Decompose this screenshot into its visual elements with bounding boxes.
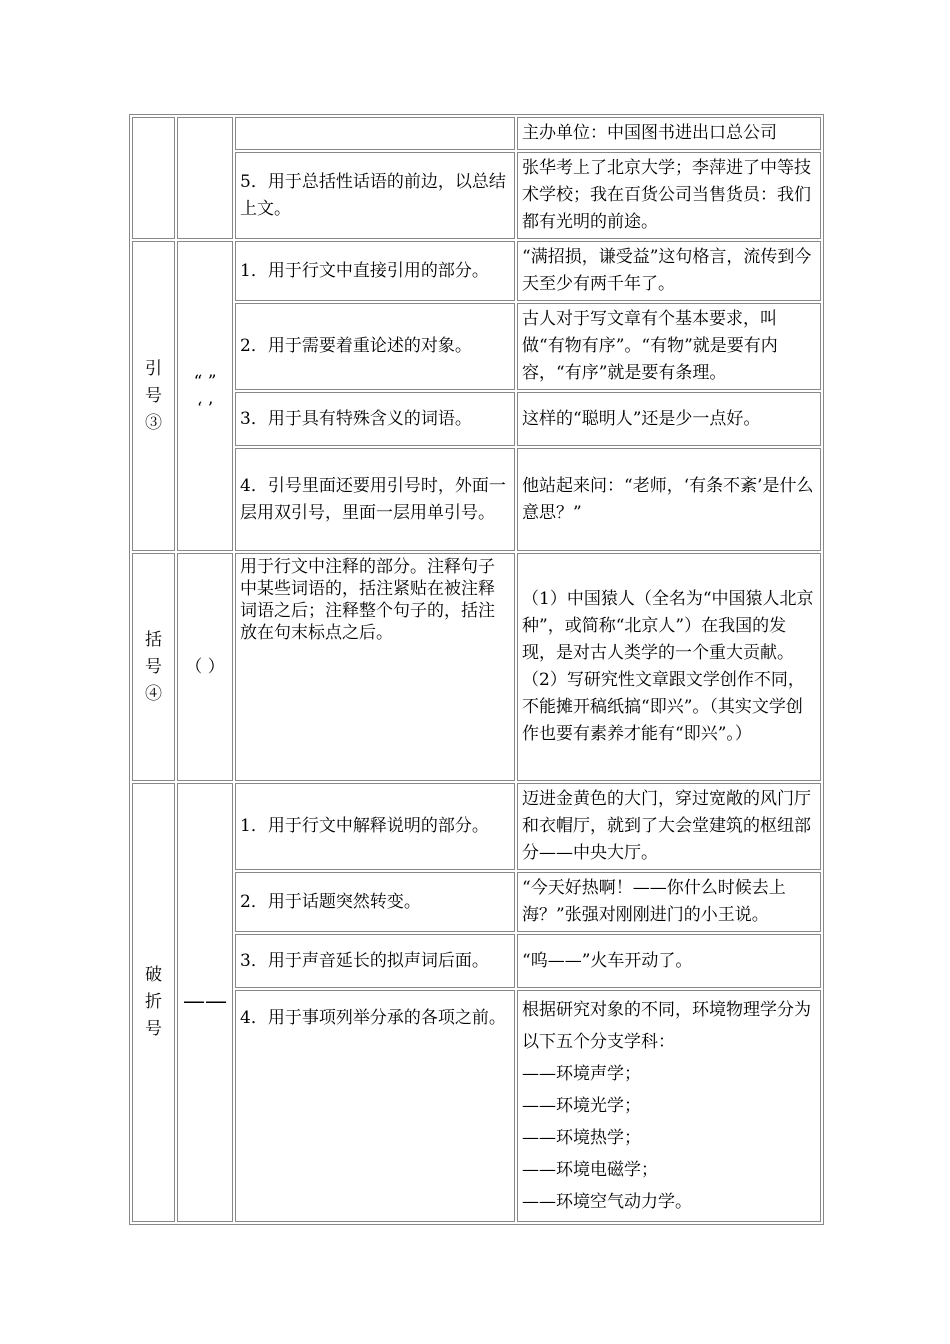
- example-cell: “今天好热啊！——你什么时候去上海？”张强对刚刚进门的小王说。: [517, 872, 821, 932]
- table-row: [132, 303, 821, 390]
- punct-symbol-cell: [177, 117, 233, 239]
- table-row: [132, 934, 821, 988]
- example-cell: 迈进金黄色的大门，穿过宽敞的风门厅和衣帽厅，就到了大会堂建筑的枢纽部分——中央大厅。: [517, 783, 821, 870]
- example-cell: 古人对于写文章有个基本要求，叫做“有物有序”。“有物”就是要有内容，“有序”就是要有条理。: [517, 303, 821, 390]
- bracket-symbol: （ ）: [185, 656, 225, 677]
- table-row: [132, 392, 821, 446]
- table-row: [132, 152, 821, 239]
- punct-name-cell: [132, 553, 175, 781]
- example-paragraph: （1）中国猿人（全名为“中国猿人北京种”，或简称“北京人”）在我国的发现，是对古人类学的一个重大贡献。: [522, 589, 814, 663]
- example-list-item: ——环境电磁学；: [522, 1160, 658, 1180]
- usage-cell: 3．用于声音延长的拟声词后面。: [235, 934, 515, 988]
- table-row: [132, 241, 821, 301]
- punct-symbol-cell: [177, 553, 233, 781]
- punct-name-cell: [132, 783, 175, 1222]
- usage-cell: 1．用于行文中解释说明的部分。: [235, 783, 515, 870]
- dash-symbol: ——: [183, 989, 227, 1014]
- example-paragraph: （2）写研究性文章跟文学创作不同，不能摊开稿纸搞“即兴”。（其实文学创作也要有素养才能有“即兴”。）: [522, 670, 805, 744]
- example-cell: [517, 553, 821, 781]
- example-list-item: ——环境声学；: [522, 1064, 641, 1084]
- example-list-item: ——环境光学；: [522, 1096, 641, 1116]
- double-quote-symbol: “ ”: [193, 372, 217, 392]
- punctuation-table: [129, 114, 824, 1225]
- table-row: [132, 553, 821, 781]
- example-list-item: ——环境热学；: [522, 1128, 641, 1148]
- usage-cell: 5．用于总括性话语的前边，以总结上文。: [235, 152, 515, 239]
- usage-cell: 1．用于行文中直接引用的部分。: [235, 241, 515, 301]
- usage-cell: 用于行文中注释的部分。注释句子中某些词语的，括注紧贴在被注释词语之后；注释整个句子的，括注放在句末标点之后。: [235, 553, 515, 781]
- single-quote-symbol: ‘ ’: [196, 399, 214, 419]
- table-row: [132, 990, 821, 1222]
- table-row: [132, 872, 821, 932]
- example-cell: 这样的“聪明人”还是少一点好。: [517, 392, 821, 446]
- punct-symbol-cell: [177, 241, 233, 551]
- table-row: [132, 117, 821, 150]
- punct-symbol-cell: [177, 783, 233, 1222]
- example-cell: 主办单位：中国图书进出口总公司: [517, 117, 821, 150]
- punct-name-cell: [132, 241, 175, 551]
- usage-cell: 4．用于事项列举分承的各项之前。: [235, 990, 515, 1222]
- example-cell: “满招损，谦受益”这句格言，流传到今天至少有两千年了。: [517, 241, 821, 301]
- usage-cell: 3．用于具有特殊含义的词语。: [235, 392, 515, 446]
- usage-cell: [235, 117, 515, 150]
- punct-name: 括号④: [145, 629, 162, 704]
- table-row: [132, 448, 821, 551]
- usage-cell: 2．用于话题突然转变。: [235, 872, 515, 932]
- example-paragraph: 根据研究对象的不同，环境物理学分为以下五个分支学科：: [522, 1000, 811, 1052]
- example-cell: [517, 990, 821, 1222]
- example-cell: 他站起来问：“老师，‘有条不紊’是什么意思？”: [517, 448, 821, 551]
- example-cell: 张华考上了北京大学；李萍进了中等技术学校；我在百货公司当售货员：我们都有光明的前途。: [517, 152, 821, 239]
- punct-name-cell: [132, 117, 175, 239]
- usage-cell: 4．引号里面还要用引号时，外面一层用双引号，里面一层用单引号。: [235, 448, 515, 551]
- example-cell: “呜——”火车开动了。: [517, 934, 821, 988]
- punct-name: 破折号: [145, 965, 162, 1039]
- punct-name: 引号③: [145, 358, 162, 433]
- table-row: [132, 783, 821, 870]
- example-list-item: ——环境空气动力学。: [522, 1192, 692, 1212]
- usage-cell: 2．用于需要着重论述的对象。: [235, 303, 515, 390]
